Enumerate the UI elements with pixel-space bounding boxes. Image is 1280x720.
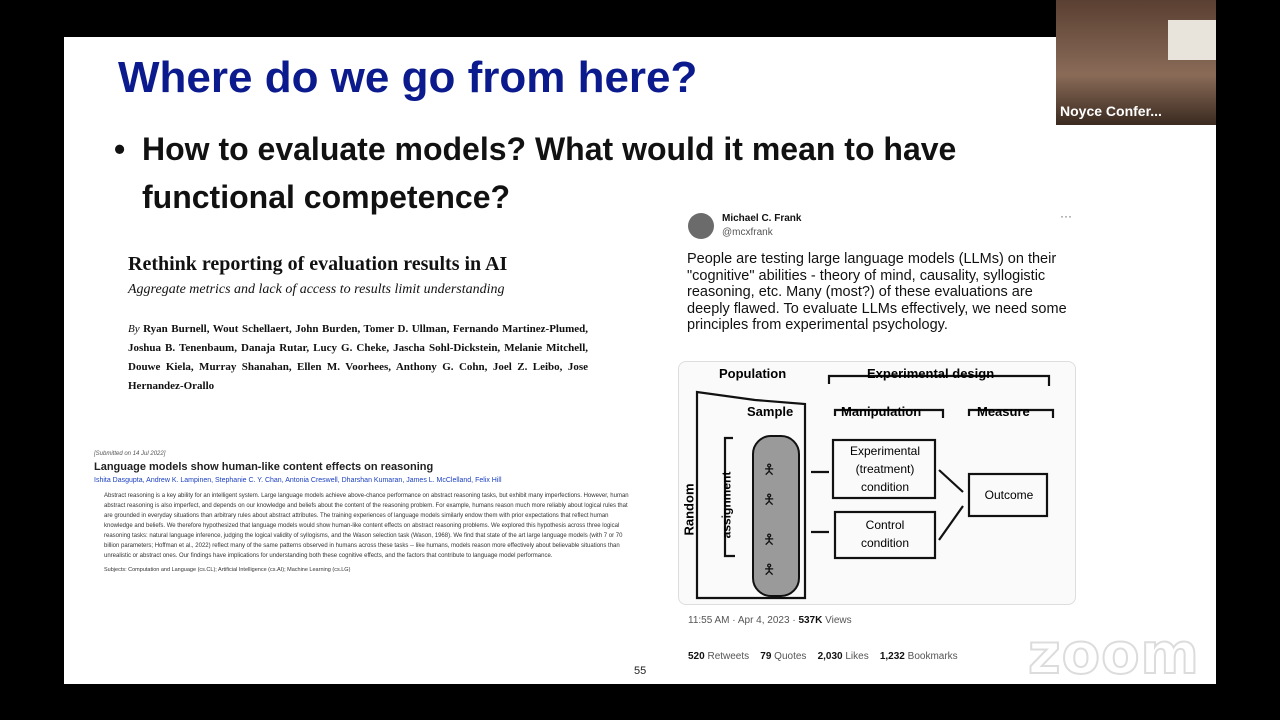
exp-line-2: (treatment) [855, 462, 915, 476]
tweet-text: People are testing large language models (LLMs) on their "cognitive" abilities - theory of mind, causality, syllogistic reasoning, etc. Many (most?) of these evaluations are deeply flawed. To evaluate LLMs effectively, we need some principles from experimental psychology. [687, 251, 1067, 333]
person-icon: 🯅 [763, 532, 776, 548]
diagram-outcome-label: Outcome [984, 488, 1034, 502]
bullet-dot: • [114, 131, 126, 167]
ctrl-line-1: Control [865, 518, 905, 532]
diagram-sample-label: Sample [747, 404, 794, 419]
tweet-author-name: Michael C. Frank [722, 213, 802, 224]
retweet-count: 520 [688, 651, 705, 662]
paper1-title: Rethink reporting of evaluation results in AI [128, 253, 508, 275]
bookmark-label: Bookmarks [904, 651, 958, 662]
exp-line-1: Experimental [849, 444, 921, 458]
tweet-views-label: Views [822, 615, 852, 626]
participant-video-tile[interactable] [1056, 0, 1216, 125]
paper2-submitted: [Submitted on 14 Jul 2022] [94, 451, 166, 457]
whiteboard-shape [1168, 20, 1216, 60]
paper2-abstract: Abstract reasoning is a key ability for an intelligent system. Large language models achieve above-chance performance on abstract reasoning tasks, but exhibit many imperfections. However, human abstract reasoning is also imperfect, and depends on our knowledge and beliefs about the content of the reasoning problem. For example, humans reason much more reliably about logical rules that are grounded in everyday situations than arbitrary rules about abstract attributes. The training experiences of language models similarly endow them with prior expectations that reflect human knowledge and beliefs. We therefore hypothesized that language models would show human-like content effects on abstract reasoning problems. We explored this hypothesis across three logical reasoning tasks: natural language inference, judging the logical validity of syllogisms, and the Wason selection task (Wason, 1968). We find that state of the art large language models (with 7 or 70 billion parameters; Hoffman et al., 2022) reflect many of the same patterns observed in humans across these tasks -- like humans, models reason more effectively about believable situations than unrealistic or abstract ones. Our findings have implications for understanding both these cognitive effects, and the factors that contribute to language model performance. [104, 493, 629, 559]
slide-title: Where do we go from here? [118, 53, 698, 102]
paper1-authors [128, 320, 588, 396]
person-icon: 🯅 [763, 492, 776, 508]
presentation-slide [64, 37, 1216, 684]
like-label: Likes [842, 651, 869, 662]
paper1-subtitle: Aggregate metrics and lack of access to results limit understanding [128, 282, 505, 297]
tweet-views-count: 537K [798, 615, 823, 626]
diagram-design-label: Experimental design [867, 366, 995, 381]
diagram-measure-label: Measure [977, 404, 1030, 419]
exp-line-3: condition [860, 480, 910, 494]
paper2-subjects: Subjects: Computation and Language (cs.CL); Artificial Intelligence (cs.AI); Machine Learning (cs.LG) [104, 567, 351, 573]
person-icon: 🯅 [763, 562, 776, 578]
avatar [688, 213, 714, 239]
ctrl-line-2: condition [860, 536, 910, 550]
diagram-manipulation-label: Manipulation [841, 404, 922, 419]
diagram-population-label: Population [719, 366, 787, 381]
paper1-author-list: Ryan Burnell, Wout Schellaert, John Burden, Tomer D. Ullman, Fernando Martinez-Plumed, Joshua B. Tenenbaum, Danaja Rutar, Lucy G. Cheke, Jascha Sohl-Dickstein, Melanie Mitchell, Douwe Kiela, Murray Shanahan, Ellen M. Voorhees, Anthony G. Cohn, Joel Z. Leibo, Jose Hernandez-Orallo [128, 323, 588, 392]
like-count: 2,030 [817, 651, 843, 662]
experimental-design-diagram [678, 361, 1076, 605]
tweet-time: 11:55 AM · Apr 4, 2023 · [688, 615, 799, 626]
tweet-stats [688, 651, 958, 662]
participant-name: Noyce Confer... [1060, 103, 1162, 119]
diagram-experimental-text [837, 442, 933, 496]
arrow-3 [939, 470, 963, 492]
diagram-control-text [837, 516, 933, 552]
bullet-text: How to evaluate models? What would it mean to have functional competence? [142, 131, 957, 215]
diagram-random-label: Random [681, 483, 697, 536]
paper2-title: Language models show human-like content effects on reasoning [94, 461, 434, 473]
paper1-by: By [128, 323, 140, 335]
person-icon: 🯅 [763, 462, 776, 478]
paper-language-models [94, 451, 634, 573]
more-options-icon: ··· [1060, 209, 1072, 223]
quote-count: 79 [760, 651, 772, 662]
bookmark-count: 1,232 [879, 651, 905, 662]
retweet-label: Retweets [704, 651, 750, 662]
tweet-author-handle: @mcxfrank [722, 227, 773, 238]
zoom-logo: zoom [1028, 622, 1200, 687]
arrow-4 [939, 506, 963, 540]
quote-label: Quotes [771, 651, 807, 662]
sample-shape [753, 436, 799, 596]
paper2-authors[interactable]: Ishita Dasgupta, Andrew K. Lampinen, Stephanie C. Y. Chan, Antonia Creswell, Dharshan Kumaran, James L. McClelland, Felix Hill [94, 477, 502, 484]
page-number: 55 [634, 665, 647, 677]
diagram-assignment-label: assignment [719, 471, 734, 539]
paper-rethink-reporting [128, 253, 588, 396]
tweet-meta [688, 615, 852, 626]
